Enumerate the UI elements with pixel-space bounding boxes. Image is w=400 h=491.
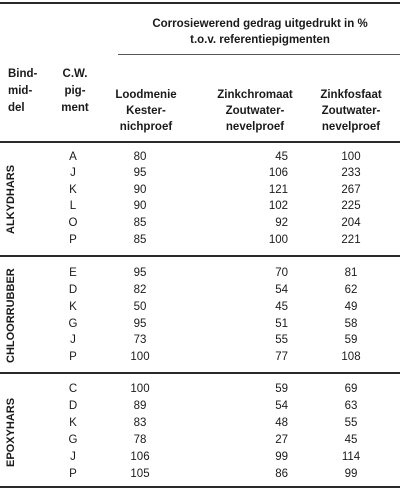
loodmenie-cell: 90 xyxy=(133,200,147,212)
zinkchromaat-cell: 59 xyxy=(275,383,288,395)
binder-label-alkydhars: ALKYDHARS xyxy=(5,164,17,234)
table-row xyxy=(0,266,400,281)
pigment-cell: P xyxy=(69,468,77,480)
table-row xyxy=(0,467,400,482)
table-row xyxy=(0,150,400,165)
pigment-cell: G xyxy=(68,434,78,446)
pigment-cell: C xyxy=(68,383,78,395)
zinkfosfaat-cell: 59 xyxy=(344,334,358,346)
table-row xyxy=(0,183,400,198)
pigment-header-line2: pig- xyxy=(64,85,86,97)
zinkfosfaat-cell: 114 xyxy=(341,451,361,463)
table-row xyxy=(0,382,400,397)
loodmenie-cell: 73 xyxy=(133,334,147,346)
zinkchromaat-cell: 55 xyxy=(275,334,288,346)
zinkchromaat-cell: 77 xyxy=(275,351,288,363)
table-row xyxy=(0,333,400,348)
zinkchromaat-cell: 106 xyxy=(268,167,288,179)
loodmenie-cell: 100 xyxy=(130,351,150,363)
table-row xyxy=(0,317,400,332)
pigment-cell: K xyxy=(69,417,77,429)
table-row xyxy=(0,433,400,448)
zinkfosfaat-cell: 69 xyxy=(344,383,358,395)
pigment-cell: P xyxy=(69,234,77,246)
table-row xyxy=(0,450,400,465)
pigment-cell: K xyxy=(69,184,77,196)
pigment-cell: O xyxy=(68,217,78,229)
zinkfosfaat-cell: 49 xyxy=(344,301,358,313)
zinkfosfaat-cell: 233 xyxy=(341,167,361,179)
col2-header-line1: Zinkchromaat xyxy=(217,89,293,101)
loodmenie-cell: 89 xyxy=(133,400,147,412)
table-row xyxy=(0,199,400,214)
zinkchromaat-cell: 27 xyxy=(275,434,288,446)
loodmenie-cell: 85 xyxy=(133,217,147,229)
loodmenie-cell: 80 xyxy=(133,151,147,163)
table-row xyxy=(0,416,400,431)
binder-label-epoxyhars: EPOXYHARS xyxy=(5,397,17,467)
zinkfosfaat-cell: 63 xyxy=(344,400,358,412)
zinkfosfaat-cell: 225 xyxy=(341,200,361,212)
zinkchromaat-cell: 100 xyxy=(268,234,288,246)
zinkchromaat-cell: 92 xyxy=(275,217,288,229)
header-bottom-rule xyxy=(0,141,400,143)
zinkfosfaat-cell: 81 xyxy=(344,267,358,279)
pigment-cell: P xyxy=(69,351,77,363)
zinkfosfaat-cell: 204 xyxy=(341,217,361,229)
zinkfosfaat-cell: 58 xyxy=(344,318,358,330)
zinkchromaat-cell: 45 xyxy=(275,301,288,313)
pigment-cell: A xyxy=(69,151,77,163)
zinkchromaat-cell: 48 xyxy=(275,417,288,429)
loodmenie-cell: 105 xyxy=(130,468,150,480)
pigment-cell: G xyxy=(68,318,78,330)
zinkchromaat-cell: 70 xyxy=(275,267,288,279)
column-group-rule xyxy=(118,54,400,55)
pigment-cell: E xyxy=(69,267,77,279)
table-row xyxy=(0,399,400,414)
col2-header-line2: Zoutwater- xyxy=(225,105,285,117)
table-top-rule xyxy=(0,2,400,4)
loodmenie-cell: 83 xyxy=(133,417,147,429)
zinkchromaat-cell: 54 xyxy=(275,284,288,296)
group-divider xyxy=(0,255,400,257)
loodmenie-cell: 95 xyxy=(133,167,147,179)
table-row xyxy=(0,300,400,315)
zinkfosfaat-cell: 100 xyxy=(341,151,361,163)
zinkfosfaat-cell: 267 xyxy=(341,184,361,196)
zinkchromaat-cell: 86 xyxy=(275,468,288,480)
zinkfosfaat-cell: 108 xyxy=(341,351,361,363)
table-row xyxy=(0,166,400,181)
loodmenie-cell: 100 xyxy=(130,383,150,395)
loodmenie-cell: 50 xyxy=(133,301,147,313)
zinkchromaat-cell: 45 xyxy=(275,151,288,163)
loodmenie-cell: 106 xyxy=(130,451,150,463)
col1-header-line2: Kester- xyxy=(126,105,166,117)
binder-header-line1: Bind- xyxy=(8,68,38,80)
binder-header-line3: del xyxy=(8,102,25,114)
pigment-cell: L xyxy=(69,200,77,212)
pigment-cell: K xyxy=(69,301,77,313)
pigment-cell: J xyxy=(70,451,76,463)
pigment-cell: J xyxy=(70,167,76,179)
zinkfosfaat-cell: 62 xyxy=(344,284,358,296)
loodmenie-cell: 95 xyxy=(133,318,147,330)
col2-header-line3: nevelproef xyxy=(225,121,285,133)
zinkchromaat-cell: 102 xyxy=(268,200,288,212)
loodmenie-cell: 90 xyxy=(133,184,147,196)
col3-header-line3: nevelproef xyxy=(321,121,381,133)
binder-label-chloorrubber: CHLOORRUBBER xyxy=(5,268,17,363)
col3-header-line2: Zoutwater- xyxy=(321,105,381,117)
table-row xyxy=(0,283,400,298)
zinkfosfaat-cell: 55 xyxy=(344,417,358,429)
zinkchromaat-cell: 121 xyxy=(268,184,288,196)
zinkchromaat-cell: 54 xyxy=(275,400,288,412)
binder-header-line2: mid- xyxy=(8,85,33,97)
table-bottom-rule xyxy=(0,486,400,488)
group-divider xyxy=(0,372,400,374)
loodmenie-cell: 82 xyxy=(133,284,147,296)
pigment-cell: D xyxy=(68,400,78,412)
col1-header-line1: Loodmenie xyxy=(115,89,177,101)
loodmenie-cell: 78 xyxy=(133,434,147,446)
pigment-cell: D xyxy=(68,284,78,296)
pigment-cell: J xyxy=(70,334,76,346)
zinkfosfaat-cell: 45 xyxy=(344,434,358,446)
col1-header-line3: nichproef xyxy=(119,121,173,133)
col3-header-line1: Zinkfosfaat xyxy=(320,89,382,101)
zinkfosfaat-cell: 99 xyxy=(344,468,358,480)
column-group-title-line1: Corrosiewerend gedrag uitgedrukt in % xyxy=(152,18,368,30)
pigment-header-line1: C.W. xyxy=(62,68,88,80)
pigment-header-line3: ment xyxy=(61,102,89,114)
zinkfosfaat-cell: 221 xyxy=(341,234,361,246)
loodmenie-cell: 85 xyxy=(133,234,147,246)
table-row xyxy=(0,350,400,365)
table-row xyxy=(0,233,400,248)
column-group-title-line2: t.o.v. referentiepigmenten xyxy=(190,34,330,46)
zinkchromaat-cell: 99 xyxy=(275,451,288,463)
table-row xyxy=(0,216,400,231)
loodmenie-cell: 95 xyxy=(133,267,147,279)
zinkchromaat-cell: 51 xyxy=(275,318,288,330)
